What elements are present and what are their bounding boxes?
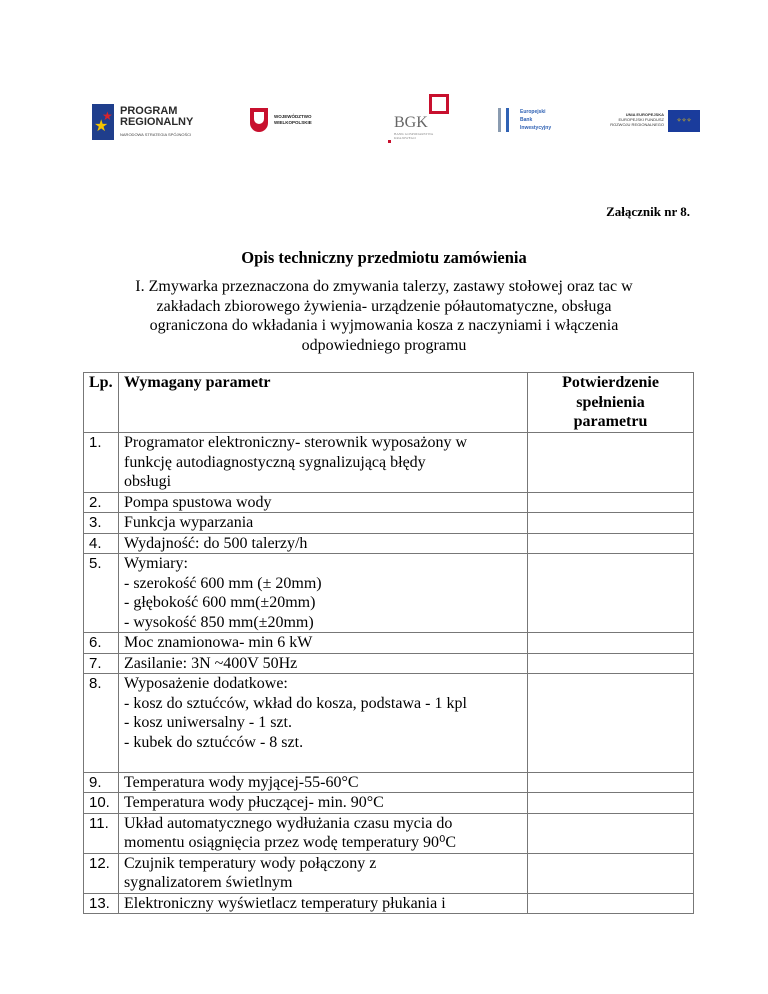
parameter-line: - kosz uniwersalny - 1 szt. (124, 714, 292, 731)
row-parameter (119, 893, 528, 914)
table-body (84, 433, 694, 914)
logo-text: WIELKOPOLSKIE (274, 120, 312, 125)
row-parameter (119, 772, 528, 793)
parameter-line: Temperatura wody myjącej-55-60°C (124, 773, 359, 791)
header-text: Potwierdzenie (562, 374, 659, 391)
parameter-line: - wysokość 850 mm(±20mm) (124, 613, 314, 631)
parameter-line: Temperatura wody płuczącej- min. 90°C (124, 794, 384, 811)
parameter-line: Elektroniczny wyświetlacz temperatury płukania i (124, 894, 446, 912)
ue-logo (598, 100, 706, 146)
parameter-line: Wyposażenie dodatkowe: (124, 675, 288, 692)
parameter-line (124, 752, 527, 772)
table-row (84, 533, 694, 554)
intro-line: zakładach zbiorowego żywienia- urządzenie półautomatyczne, obsługa (156, 297, 612, 315)
parameter-line: Funkcja wyparzania (124, 514, 254, 531)
row-number: 1. (84, 433, 119, 493)
confirmation-cell[interactable] (528, 554, 694, 633)
row-parameter (119, 554, 528, 633)
intro-line: ograniczona do wkładania i wyjmowania kosza z naczyniami i włączenia (149, 317, 619, 334)
header-lp: Lp. (84, 373, 119, 433)
parameter-line: momentu osiągnięcia przez wodę temperatury 90⁰C (124, 834, 457, 851)
table-row (84, 674, 694, 773)
parameter-line: Moc znamionowa- min 6 kW (124, 634, 313, 651)
dot-icon (388, 140, 391, 143)
row-number: 4. (84, 533, 119, 554)
table-header-row (84, 373, 694, 433)
parameter-line: - kosz do sztućców, wkład do kosza, podstawa - 1 kpl (124, 694, 467, 712)
table-row (84, 793, 694, 814)
confirmation-cell[interactable] (528, 513, 694, 534)
table-row (84, 492, 694, 513)
parameter-line: sygnalizatorem świetlnym (124, 874, 293, 891)
table-row (84, 433, 694, 493)
logo-text: Bank (520, 117, 533, 123)
row-parameter (119, 633, 528, 654)
logo-text: REGIONALNY (120, 116, 194, 128)
eib-logo (496, 100, 576, 146)
document-title: Opis techniczny przedmiotu zamówienia (241, 248, 527, 267)
row-parameter (119, 793, 528, 814)
logo-text: EUROPEJSKI FUNDUSZ (618, 117, 664, 122)
intro-line: I. Zmywarka przeznaczona do zmywania talerzy, zastawy stołowej oraz tac w (135, 278, 633, 295)
logo-text: WOJEWÓDZTWO (274, 114, 312, 119)
row-number: 11. (84, 813, 119, 853)
table-row (84, 653, 694, 674)
row-number: 9. (84, 772, 119, 793)
logo-text: PROGRAM (120, 105, 178, 117)
bar-icon (506, 108, 509, 132)
square-icon (429, 94, 449, 114)
row-parameter (119, 853, 528, 893)
parameter-line: Zasilanie: 3N ~400V 50Hz (124, 654, 298, 672)
confirmation-cell[interactable] (528, 533, 694, 554)
row-number: 2. (84, 492, 119, 513)
confirmation-cell[interactable] (528, 772, 694, 793)
row-parameter (119, 674, 528, 773)
row-number: 7. (84, 653, 119, 674)
header-text: spełnienia (576, 393, 645, 411)
bar-icon (498, 108, 501, 132)
row-number: 12. (84, 853, 119, 893)
parameter-line: obsługi (124, 473, 172, 490)
intro-paragraph (110, 277, 658, 355)
confirmation-cell[interactable] (528, 893, 694, 914)
parameters-table (83, 372, 694, 914)
confirmation-cell[interactable] (528, 813, 694, 853)
row-number: 8. (84, 674, 119, 773)
confirmation-cell[interactable] (528, 633, 694, 654)
wojewodztwo-logo (250, 100, 320, 146)
header-text: parametru (573, 413, 648, 430)
row-parameter (119, 492, 528, 513)
table-row (84, 813, 694, 853)
row-number: 6. (84, 633, 119, 654)
eu-flag-icon: ✧✧✧ (668, 110, 700, 132)
table-row (84, 633, 694, 654)
row-parameter (119, 653, 528, 674)
row-number: 10. (84, 793, 119, 814)
confirmation-cell[interactable] (528, 433, 694, 493)
confirmation-cell[interactable] (528, 853, 694, 893)
coat-of-arms-icon (250, 108, 268, 132)
logo-text: ROZWOJU REGIONALNEGO (610, 122, 664, 127)
table-row (84, 513, 694, 534)
confirmation-cell[interactable] (528, 674, 694, 773)
confirmation-cell[interactable] (528, 653, 694, 674)
program-regionalny-logo (92, 100, 222, 146)
intro-line: odpowiedniego programu (301, 336, 467, 354)
logo-text: UNIA EUROPEJSKA (625, 112, 664, 117)
row-parameter (119, 533, 528, 554)
logo-text: Europejski (520, 109, 546, 115)
row-parameter (119, 433, 528, 493)
table-row (84, 554, 694, 633)
parameter-line: - kubek do sztućców - 8 szt. (124, 733, 304, 751)
annex-label: Załącznik nr 8. (606, 204, 690, 219)
logo-text: BANK GOSPODARSTWA KRAJOWEGO (394, 132, 433, 140)
parameter-line: Programator elektroniczny- sterownik wyposażony w (124, 434, 468, 451)
parameter-line: Wymiary: (124, 555, 188, 572)
star-icon: ★ (102, 109, 113, 123)
parameter-line: Czujnik temperatury wody połączony z (124, 854, 377, 872)
parameter-line: - szerokość 600 mm (± 20mm) (124, 574, 322, 592)
logo-text: Inwestycyjny (520, 125, 552, 131)
logo-strip (92, 100, 706, 146)
parameter-line: Pompa spustowa wody (124, 493, 272, 511)
row-number: 5. (84, 554, 119, 633)
parameter-line: Wydajność: do 500 talerzy/h (124, 534, 308, 552)
row-number: 3. (84, 513, 119, 534)
header-confirmation (528, 373, 694, 433)
logo-text: NARODOWA STRATEGIA SPÓJNOŚCI (120, 132, 192, 137)
row-parameter (119, 813, 528, 853)
bgk-logo (394, 100, 464, 146)
parameter-line: - głębokość 600 mm(±20mm) (124, 594, 316, 611)
row-number: 13. (84, 893, 119, 914)
table-row (84, 772, 694, 793)
star-icon: ★ (94, 118, 109, 135)
header-parameter: Wymagany parametr (119, 373, 528, 433)
row-parameter (119, 513, 528, 534)
confirmation-cell[interactable] (528, 793, 694, 814)
parameter-line: Układ automatycznego wydłużania czasu mycia do (124, 814, 453, 832)
confirmation-cell[interactable] (528, 492, 694, 513)
parameter-line: funkcję autodiagnostyczną sygnalizującą błędy (124, 453, 426, 471)
table-row (84, 893, 694, 914)
table-row (84, 853, 694, 893)
logo-text: BGK (394, 114, 428, 131)
